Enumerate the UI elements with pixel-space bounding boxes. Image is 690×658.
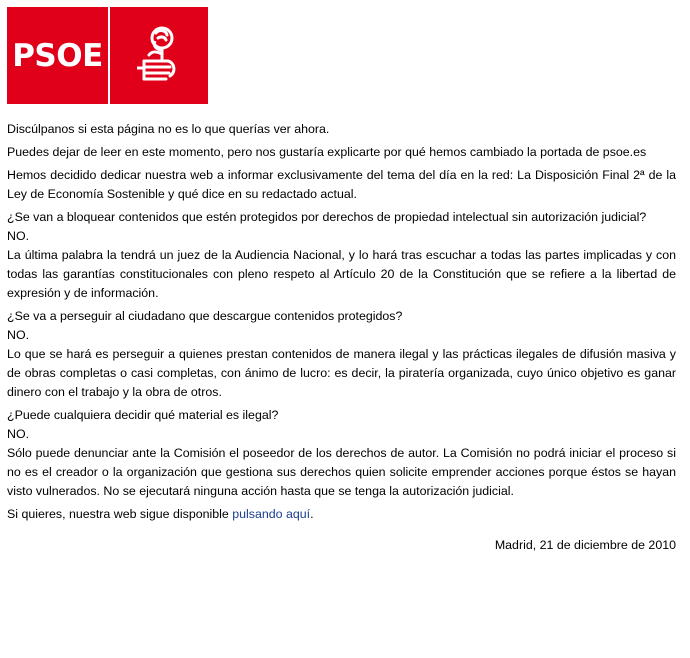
signature-date: Madrid, 21 de diciembre de 2010 — [494, 538, 676, 552]
footer-suffix: . — [310, 507, 314, 521]
explanation-text: Sólo puede denunciar ante la Comisión el poseedor de los derechos de autor. La Comisión no podrá iniciar el proceso si no es el creador o la organización que gestiona sus derechos quien solicite emprender acciones porque éstos se hayan visto vulnerados. No se ejecutará ninguna acción hasta que se tenga la autorización judicial. — [7, 446, 676, 498]
qa-block-3 — [7, 406, 676, 501]
explanation-text: Lo que se hará es perseguir a quienes prestan contenidos de manera ilegal y las prácticas ilegales de difusión masiva y de obras completas o casi completas, con ánimo de lucro: es decir, la piratería organizada, cuyo único objetivo es ganar dinero con el trabajo y la obra de otros. — [7, 347, 676, 399]
website-link[interactable]: pulsando aquí — [232, 507, 311, 521]
footer-prefix: Si quieres, nuestra web sigue disponible — [7, 507, 233, 521]
logo-text: PSOE — [12, 37, 103, 74]
question-text: ¿Se van a bloquear contenidos que estén protegidos por derechos de propiedad intelectual sin autorización judicial? — [7, 210, 647, 224]
qa-block-1 — [7, 208, 676, 303]
explanation-text: La última palabra la tendrá un juez de la Audiencia Nacional, y lo hará tras escuchar a todas las partes implicadas y con todas las garantías constitucionales con pleno respeto al Artículo 20 de la Constitución que se refiere a la libertad de expresión y de información. — [7, 248, 676, 300]
footer-note — [7, 505, 676, 524]
intro-text: Discúlpanos si esta página no es lo que querías ver ahora. — [7, 122, 330, 136]
logo-text-box — [7, 7, 108, 104]
question-text: ¿Se va a perseguir al ciudadano que descargue contenidos protegidos? — [7, 309, 403, 323]
reason-text: Puedes dejar de leer en este momento, pero nos gustaría explicarte por qué hemos cambiado la portada de psoe.es — [7, 145, 647, 159]
qa-block-2 — [7, 307, 676, 402]
question-text: ¿Puede cualquiera decidir qué material es ilegal? — [7, 408, 279, 422]
psoe-logo — [7, 7, 208, 104]
answer-text: NO. — [7, 229, 30, 243]
decision-text: Hemos decidido dedicar nuestra web a informar exclusivamente del tema del día en la red: La Disposición Final 2ª de la Ley de Economía Sostenible y qué dice en su redactado actual. — [7, 168, 676, 201]
answer-text: NO. — [7, 328, 30, 342]
announcement-content — [7, 120, 676, 559]
answer-text: NO. — [7, 427, 30, 441]
logo-symbol-box — [110, 7, 208, 104]
rose-fist-icon — [132, 24, 186, 88]
